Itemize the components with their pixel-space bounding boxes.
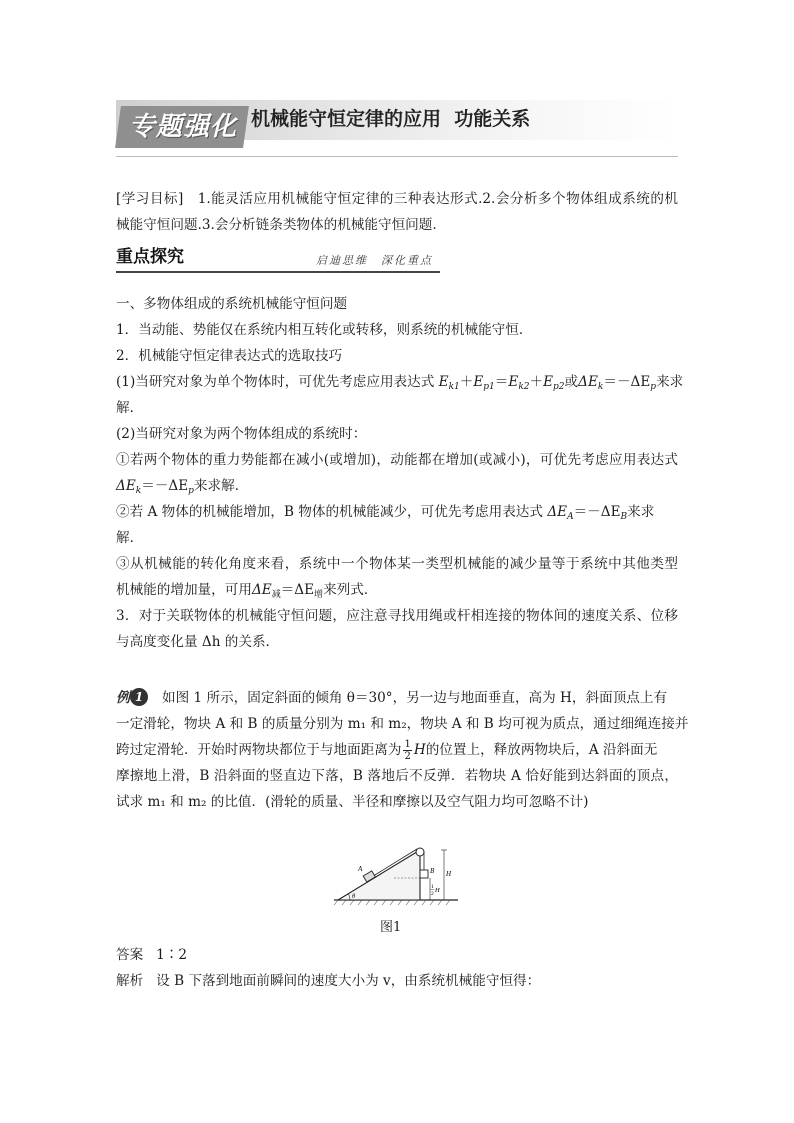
- svg-text:H: H: [435, 887, 440, 894]
- heading-multi-body-system: 一、多物体组成的系统机械能守恒问题: [116, 296, 348, 312]
- analysis-label: 解析: [116, 973, 144, 989]
- section-title: 重点探究: [116, 247, 184, 267]
- example-1: [116, 685, 689, 815]
- section-subtitle: 启迪思维 深化重点: [316, 254, 433, 267]
- point-2-1-text: (1)当研究对象为单个物体时，可优先考虑应用表达式: [116, 374, 439, 390]
- banner-divider: [116, 156, 678, 157]
- point-2-2-a-cont: $\Delta E_k=-\Delta E_p$来求解．: [116, 478, 249, 496]
- incline: [338, 850, 420, 900]
- example-line-3: 跨过定滑轮．开始时两物块都位于与地面距离为 $\frac{1}{2}$ H的位置上，释放两物块后，A 沿斜面无: [116, 739, 658, 762]
- point-2-2-c: ③从机械能的转化角度来看，系统中一个物体某一类型机械能的减少量等于系统中其他类型: [116, 556, 678, 572]
- label-theta: θ: [352, 893, 356, 900]
- answer-value: 1∶2: [156, 947, 188, 963]
- label-a: A: [358, 865, 363, 873]
- point-2-2: (2)当研究对象为两个物体组成的系统时：: [116, 426, 367, 442]
- block-b: [420, 870, 428, 878]
- point-3-cont: 与高度变化量 Δh 的关系．: [116, 634, 280, 650]
- point-2: 2．机械能守恒定律表达式的选取技巧: [116, 348, 343, 364]
- formula-delta-ek: $\Delta E_k$: [578, 374, 604, 392]
- page-title: 机械能守恒定律的应用 功能关系: [251, 108, 531, 130]
- point-2-2-a: ①若两个物体的重力势能都在减小(或增加)，动能都在增加(或减小)，可优先考虑应用表达式: [116, 452, 678, 468]
- point-2-2-b-cont: 解．: [116, 530, 144, 546]
- example-line-5: 试求 m₁ 和 m₂ 的比值．(滑轮的质量、半径和摩擦以及空气阻力均可忽略不计): [116, 794, 589, 810]
- example-number-badge: 1: [130, 688, 148, 706]
- analysis-line: [116, 968, 678, 994]
- example-line-1: 例 1 如图 1 所示，固定斜面的倾角 θ＝30°，另一边与地面垂直，高为 H，斜面顶点上有: [116, 685, 678, 711]
- point-2-2-c-cont: 机械能的增加量，可用$\Delta E_减=\Delta E_增$来列式．: [116, 582, 378, 600]
- point-2-1: (1)当研究对象为单个物体时，可优先考虑应用表达式 $E_{k1}+E_{p1}=E_{k2}+E_{p2}$或$\Delta E_k=-\Delta E_p$来求: [116, 374, 684, 392]
- point-1: 1．当动能、势能仅在系统内相互转化或转移，则系统的机械能守恒．: [116, 322, 533, 338]
- analysis-text: 设 B 下落到地面前瞬间的速度大小为 v，由系统机械能守恒得：: [156, 973, 541, 989]
- formula-ek1: $E_{k1}$: [438, 374, 460, 392]
- learning-objectives: [116, 186, 678, 238]
- figure-caption: 图1: [380, 920, 402, 935]
- incline-figure: [330, 840, 470, 910]
- point-2-1-cont: 解．: [116, 400, 144, 416]
- banner-tag: 专题强化: [128, 112, 237, 142]
- point-2-2-b: ②若 A 物体的机械能增加，B 物体的机械能减少，可优先考虑用表达式 $\Delta E_A=-\Delta E_B$来求: [116, 504, 655, 522]
- answer-line: [116, 942, 678, 968]
- section-header: [116, 244, 440, 274]
- example-line-2: 一定滑轮，物块 A 和 B 的质量分别为 m₁ 和 m₂，物块 A 和 B 均可视为质点，通过细绳连接并: [116, 716, 689, 732]
- section-divider: [116, 271, 440, 273]
- fraction-half: $\frac{1}{2}$: [404, 739, 411, 762]
- answer-label: 答案: [116, 947, 144, 963]
- example-label: 例: [116, 690, 130, 706]
- svg-text:2: 2: [431, 891, 434, 897]
- label-b: B: [430, 867, 435, 875]
- point-3: 3．对于关联物体的机械能守恒问题，应注意寻找用绳或杆相连接的物体间的速度关系、位移: [116, 608, 678, 624]
- pulley: [416, 848, 424, 856]
- label-h: H: [446, 870, 452, 878]
- svg-text:1: 1: [431, 884, 434, 890]
- objectives-line-1: [学习目标] 1.能灵活应用机械能守恒定律的三种表达形式.2.会分析多个物体组成系统的机: [116, 191, 678, 207]
- header-banner: [116, 96, 678, 158]
- answer-block: [116, 942, 678, 994]
- example-line-4: 摩擦地上滑，B 沿斜面的竖直边下落，B 落地后不反弹．若物块 A 恰好能到达斜面的顶点，: [116, 768, 678, 784]
- objectives-line-2: 械能守恒问题.3.会分析链条类物体的机械能守恒问题.: [116, 217, 437, 233]
- content-body: [116, 291, 684, 655]
- ground-hatch: [334, 900, 450, 905]
